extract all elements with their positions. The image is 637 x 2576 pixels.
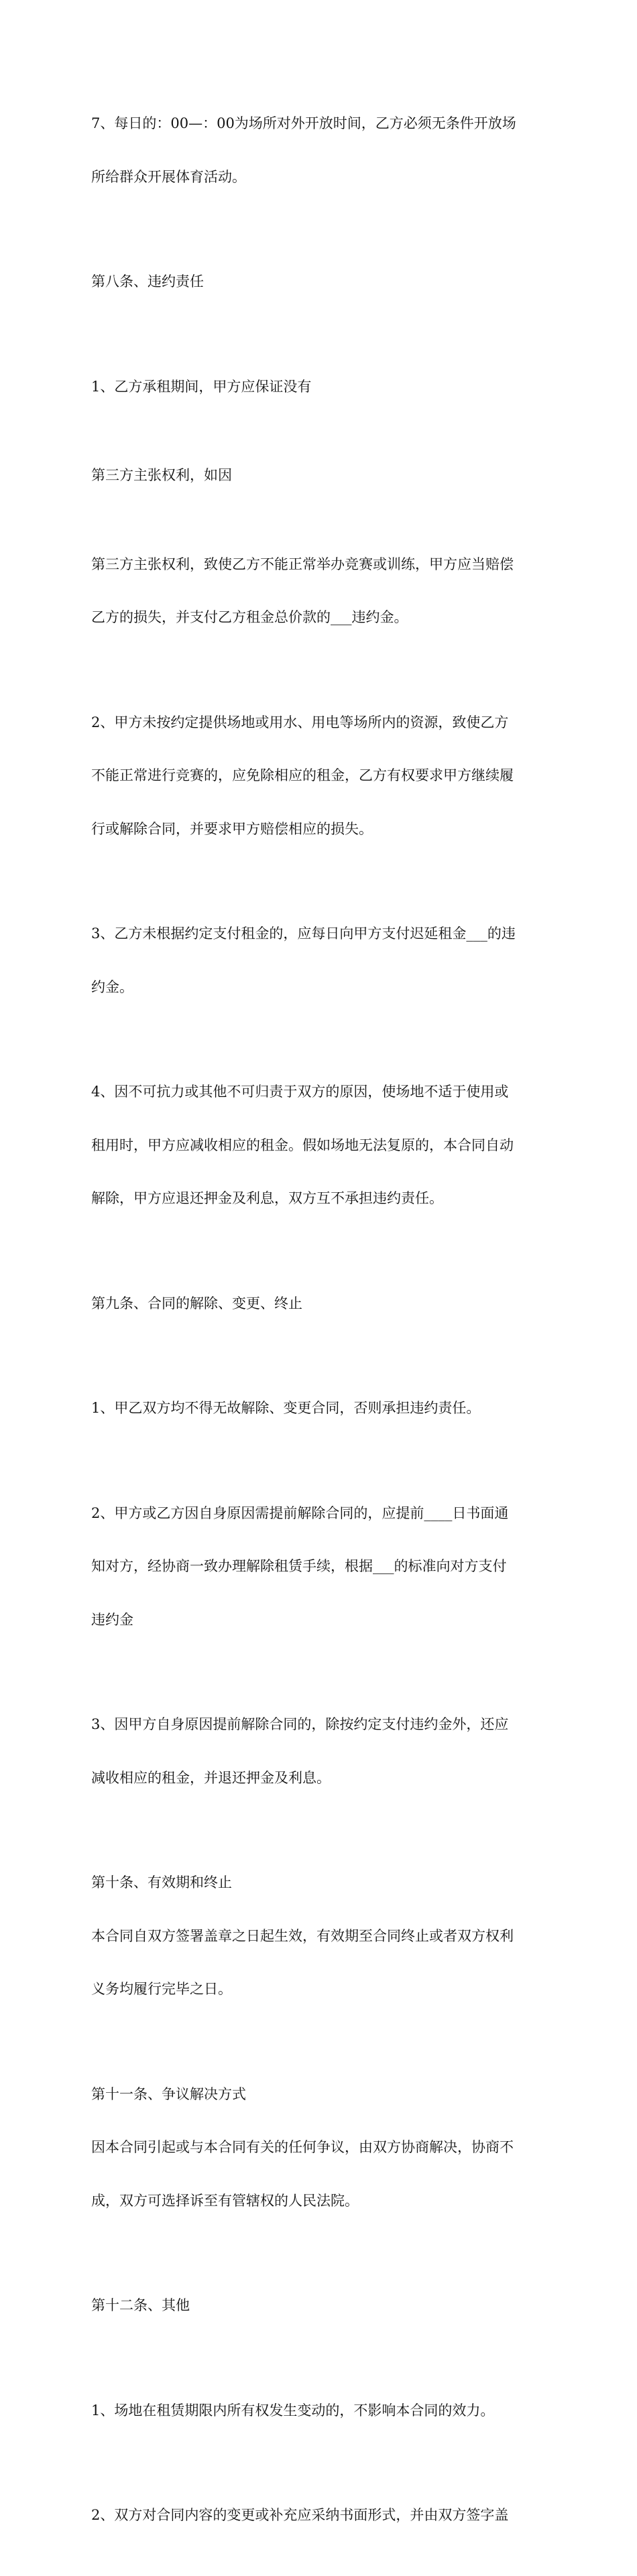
article-8-item-1-part-a — [91, 342, 547, 432]
text-line: 2、双方对合同内容的变更或补充应采纳书面形式，并由双方签字盖 — [91, 2507, 509, 2523]
article-12-item-1 — [91, 2366, 547, 2455]
text-line: 乙方的损失，并支付乙方租金总价款的___违约金。 — [91, 609, 408, 625]
clause-7-paragraph — [91, 79, 547, 221]
text-line: 4、因不可抗力或其他不可归责于双方的原因，使场地不适于使用或 — [91, 1084, 509, 1100]
heading-line: 第十条、有效期和终止 — [91, 1874, 232, 1890]
text-line: 2、甲方或乙方因自身原因需提前解除合同的，应提前____日书面通 — [91, 1504, 509, 1521]
text-line: 行或解除合同，并要求甲方赔偿相应的损失。 — [91, 820, 373, 837]
text-line: 租用时，甲方应减收相应的租金。假如场地无法复原的，本合同自动 — [91, 1137, 514, 1153]
text-line: 1、乙方承租期间，甲方应保证没有 — [91, 378, 312, 395]
article-8-item-4 — [91, 1047, 547, 1243]
text-line: 3、乙方未根据约定支付租金的，应每日向甲方支付迟延租金___的违 — [91, 925, 516, 942]
text-line: 1、场地在租赁期限内所有权发生变动的，不影响本合同的效力。 — [91, 2402, 495, 2419]
heading-line: 第八条、违约责任 — [91, 273, 204, 289]
text-line: 第三方主张权利，如因 — [91, 467, 232, 483]
document-page — [91, 79, 547, 2576]
text-line: 解除，甲方应退还押金及利息，双方互不承担违约责任。 — [91, 1190, 443, 1206]
text-line: 7、每日的：00—：00为场所对外开放时间，乙方必须无条件开放场 — [91, 115, 516, 131]
article-12-item-2 — [91, 2471, 547, 2560]
text-line: 不能正常进行竞赛的，应免除相应的租金，乙方有权要求甲方继续履 — [91, 767, 514, 783]
article-9-item-1 — [91, 1364, 547, 1453]
article-10 — [91, 1838, 547, 2034]
text-line: 违约金 — [91, 1611, 133, 1628]
heading-line: 第九条、合同的解除、变更、终止 — [91, 1295, 302, 1311]
text-line: 第三方主张权利，致使乙方不能正常举办竞赛或训练，甲方应当赔偿 — [91, 556, 514, 572]
text-line: 义务均履行完毕之日。 — [91, 1981, 232, 1997]
article-8-heading — [91, 237, 547, 326]
text-line: 本合同自双方签署盖章之日起生效，有效期至合同终止或者双方权利 — [91, 1927, 514, 1944]
text-line: 1、甲乙双方均不得无故解除、变更合同，否则承担违约责任。 — [91, 1400, 481, 1416]
text-line: 减收相应的租金，并退还押金及利息。 — [91, 1769, 331, 1786]
text-line: 成，双方可选择诉至有管辖权的人民法院。 — [91, 2192, 359, 2209]
text-line: 所给群众开展体育活动。 — [91, 168, 246, 185]
article-11 — [91, 2050, 547, 2246]
article-12-heading — [91, 2261, 547, 2350]
article-8-item-1-part-b — [91, 431, 547, 520]
article-9-item-2 — [91, 1469, 547, 1665]
text-line: 2、甲方未按约定提供场地或用水、用电等场所内的资源，致使乙方 — [91, 714, 509, 730]
heading-line: 第十二条、其他 — [91, 2297, 190, 2313]
text-line: 因本合同引起或与本合同有关的任何争议，由双方协商解决，协商不 — [91, 2139, 514, 2155]
article-9-heading — [91, 1259, 547, 1348]
article-8-item-1-part-c — [91, 520, 547, 662]
text-line: 知对方，经协商一致办理解除租赁手续，根据___的标准向对方支付 — [91, 1558, 507, 1574]
article-9-item-3 — [91, 1680, 547, 1822]
text-line: 约金。 — [91, 978, 133, 995]
heading-line: 第十一条、争议解决方式 — [91, 2085, 246, 2102]
article-8-item-3 — [91, 889, 547, 1031]
text-line: 3、因甲方自身原因提前解除合同的，除按约定支付违约金外，还应 — [91, 1716, 509, 1732]
article-8-item-2 — [91, 678, 547, 874]
